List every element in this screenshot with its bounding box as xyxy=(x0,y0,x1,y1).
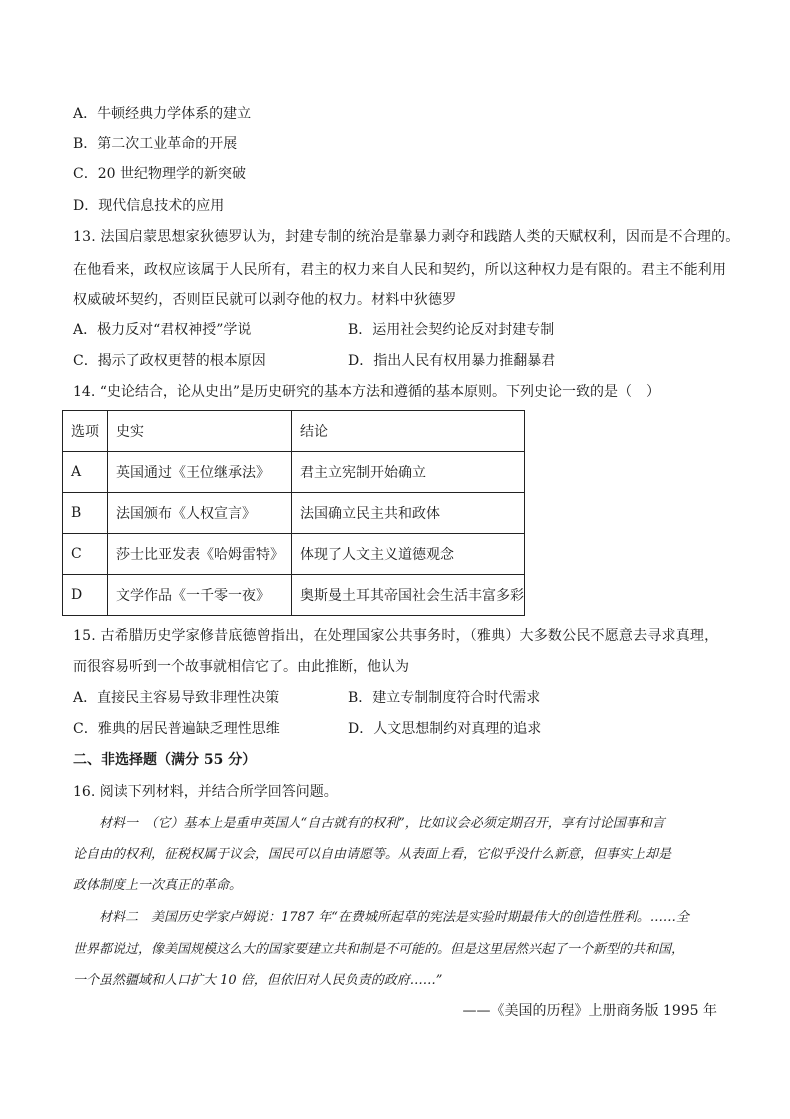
q16-stem: 16. 阅读下列材料，并结合所学回答问题。 xyxy=(73,784,338,800)
table-row xyxy=(63,452,525,493)
material-1-line-3: 政体制度上一次真正的革命。 xyxy=(73,878,243,893)
material-2-line-3: 一个虽然疆域和人口扩大 10 倍，但依旧对人民负责的政府……” xyxy=(73,973,443,988)
table-header-row xyxy=(63,411,525,452)
section-2-title: 二、非选择题（满分 55 分） xyxy=(73,752,257,768)
q12-option-d: D．现代信息技术的应用 xyxy=(73,198,225,214)
row-option: A xyxy=(63,452,108,493)
row-conclusion: 法国确立民主共和政体 xyxy=(292,493,525,534)
row-conclusion: 奥斯曼土耳其帝国社会生活丰富多彩 xyxy=(292,575,525,616)
header-conclusion: 结论 xyxy=(292,411,525,452)
q13-option-a: A．极力反对“君权神授”学说 xyxy=(73,322,252,338)
row-fact: 文学作品《一千零一夜》 xyxy=(108,575,292,616)
row-option: B xyxy=(63,493,108,534)
q15-stem-line-2: 而很容易听到一个故事就相信它了。由此推断，他认为 xyxy=(73,659,409,675)
q15-stem-line-1: 15. 古希腊历史学家修昔底德曾指出，在处理国家公共事务时，（雅典）大多数公民不愿意去寻求真理， xyxy=(73,628,719,644)
material-1-line-2: 论自由的权利，征税权属于议会，国民可以自由请愿等。从表面上看，它似乎没什么新意，但事实上却是 xyxy=(73,847,672,862)
q15-option-a: A．直接民主容易导致非理性决策 xyxy=(73,690,280,706)
q15-option-d: D．人文思想制约对真理的追求 xyxy=(348,721,542,737)
material-2-source: ——《美国的历程》上册商务版 1995 年 xyxy=(462,1003,717,1019)
q12-option-b: B．第二次工业革命的开展 xyxy=(73,136,238,152)
header-option: 选项 xyxy=(63,411,108,452)
row-conclusion: 体现了人文主义道德观念 xyxy=(292,534,525,575)
q12-option-c: C．20 世纪物理学的新突破 xyxy=(73,166,246,182)
row-option: D xyxy=(63,575,108,616)
row-conclusion: 君主立宪制开始确立 xyxy=(292,452,525,493)
q13-option-b: B．运用社会契约论反对封建专制 xyxy=(348,322,555,338)
q13-option-d: D．指出人民有权用暴力推翻暴君 xyxy=(348,353,556,369)
q13-stem-line-1: 13. 法国启蒙思想家狄德罗认为，封建专制的统治是靠暴力剥夺和践踏人类的天赋权利，因而是不合理的。 xyxy=(73,229,740,245)
table-row xyxy=(63,575,525,616)
row-fact: 法国颁布《人权宣言》 xyxy=(108,493,292,534)
table-row xyxy=(63,534,525,575)
q13-option-c: C．揭示了政权更替的根本原因 xyxy=(73,353,266,369)
material-1-line-1: 材料一 （它）基本上是重申英国人“自古就有的权利”，比如议会必须定期召开，享有讨论国事和言 xyxy=(73,816,665,831)
q12-option-a: A．牛顿经典力学体系的建立 xyxy=(73,106,252,122)
row-fact: 莎士比亚发表《哈姆雷特》 xyxy=(108,534,292,575)
table-row xyxy=(63,493,525,534)
q14-table xyxy=(62,410,525,616)
row-fact: 英国通过《王位继承法》 xyxy=(108,452,292,493)
q13-stem-line-3: 权威破坏契约，否则臣民就可以剥夺他的权力。材料中狄德罗 xyxy=(73,292,457,308)
q15-option-c: C．雅典的居民普遍缺乏理性思维 xyxy=(73,721,280,737)
row-option: C xyxy=(63,534,108,575)
q14-stem: 14. “史论结合，论从史出”是历史研究的基本方法和遵循的基本原则。下列史论一致的是（ ） xyxy=(73,384,661,400)
material-2-line-2: 世界都说过，像美国规模这么大的国家要建立共和制是不可能的。但是这里居然兴起了一个新型的共和国， xyxy=(73,942,685,957)
material-2-line-1: 材料二 美国历史学家卢姆说：1787 年“在费城所起草的宪法是实验时期最伟大的创造性胜利。……全 xyxy=(73,910,689,925)
q15-option-b: B．建立专制制度符合时代需求 xyxy=(348,690,541,706)
q13-stem-line-2: 在他看来，政权应该属于人民所有，君主的权力来自人民和契约，所以这种权力是有限的。君主不能利用 xyxy=(73,262,727,278)
header-fact: 史实 xyxy=(108,411,292,452)
